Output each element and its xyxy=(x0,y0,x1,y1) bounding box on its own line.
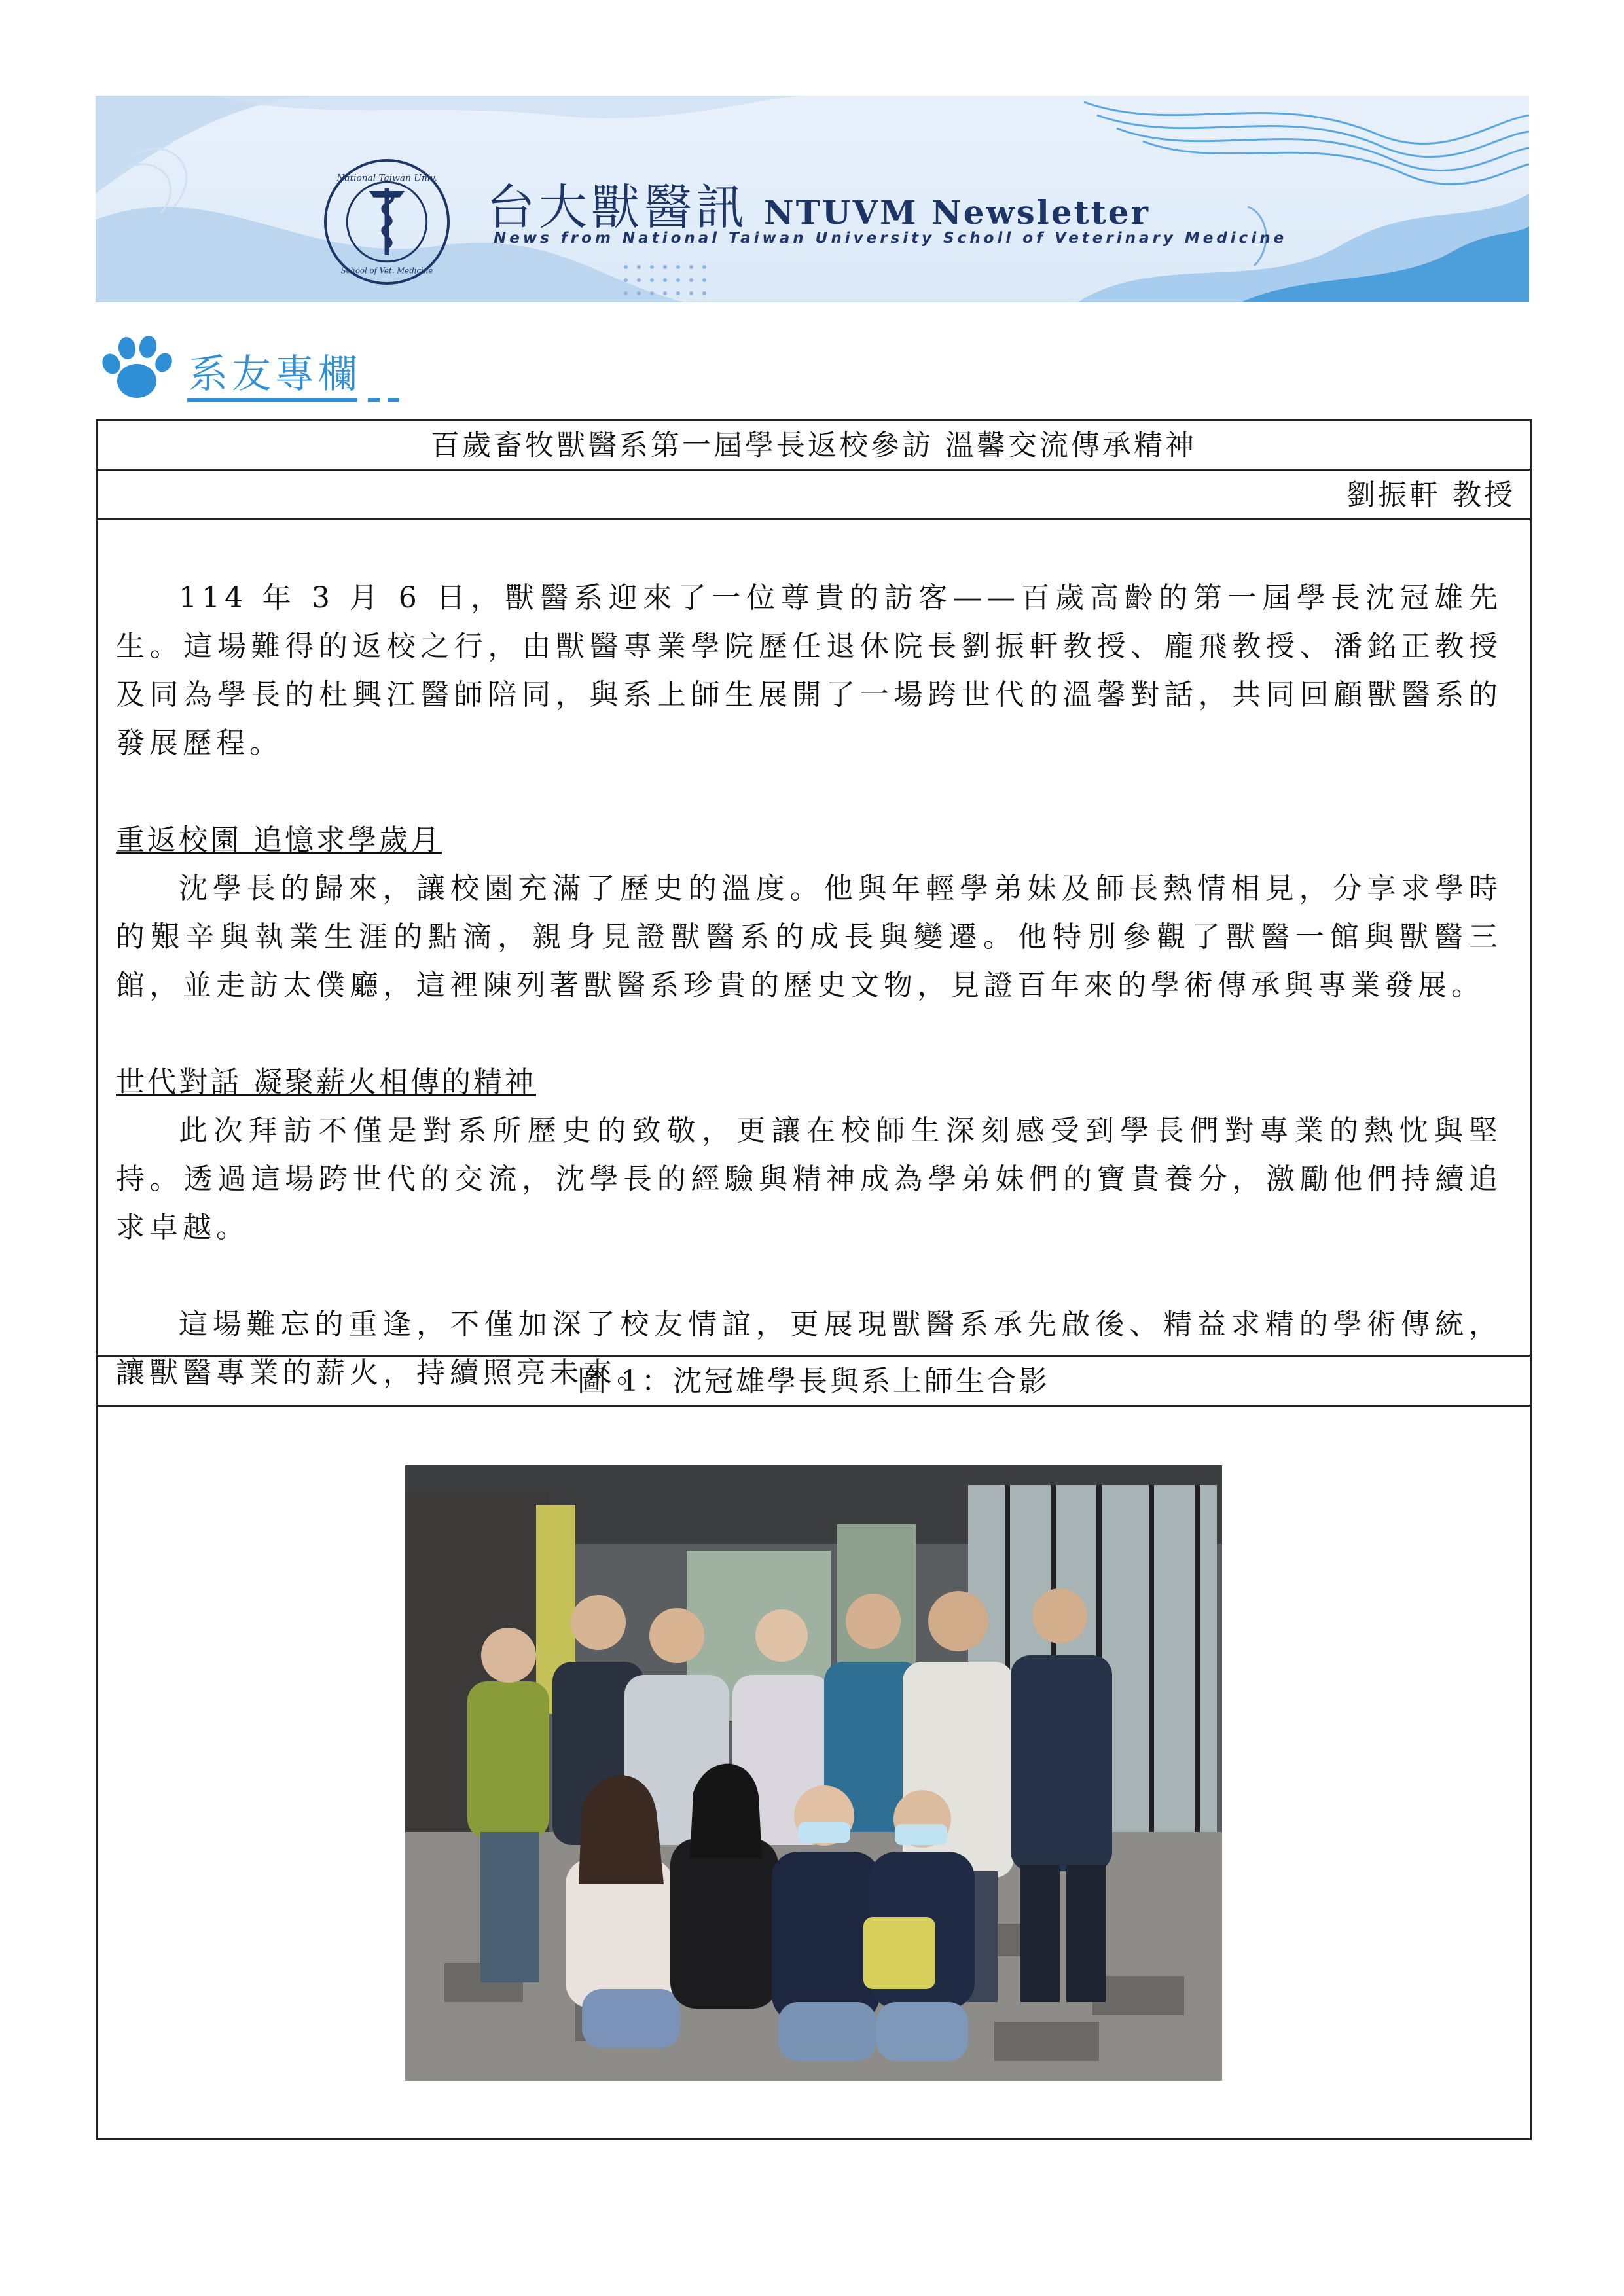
svg-text:National Taiwan Univ.: National Taiwan Univ. xyxy=(336,173,437,184)
closing-paragraph: 這場難忘的重逢，不僅加深了校友情誼，更展現獸醫系承先啟後、精益求精的學術傳統，讓獸醫專業的薪火，持續照亮未來。 xyxy=(116,1308,1502,1390)
section-title: 系友專欄 xyxy=(189,351,361,397)
article-title: 百歲畜牧獸醫系第一屆學長返校參訪 溫馨交流傳承精神 xyxy=(98,421,1530,471)
article-table xyxy=(96,419,1532,2140)
photo-cell xyxy=(98,1407,1530,2138)
group-photo xyxy=(405,1465,1222,2081)
figure-caption: 圖 1：沈冠雄學長與系上師生合影 xyxy=(98,1357,1530,1407)
newsletter-subtitle: News from National Taiwan University Scholl of Veterinary Medicine xyxy=(494,230,1288,247)
paragraph-2: 此次拜訪不僅是對系所歷史的致敬，更讓在校師生深刻感受到學長們對專業的熱忱與堅持。透過這場跨世代的交流，沈學長的經驗與精神成為學弟妹們的寶貴養分，激勵他們持續追求卓越。 xyxy=(116,1114,1502,1244)
paragraph-1: 沈學長的歸來，讓校園充滿了歷史的溫度。他與年輕學弟妹及師長熱情相見，分享求學時的艱辛與執業生涯的點滴，親身見證獸醫系的成長與變遷。他特別參觀了獸醫一館與獸醫三館，並走訪太僕廳，這裡陳列著獸醫系珍貴的歷史文物，見證百年來的學術傳承與專業發展。 xyxy=(116,872,1502,1002)
section-title-underline xyxy=(187,398,403,402)
group-photo-illustration xyxy=(405,1465,1222,2081)
newsletter-banner xyxy=(96,96,1529,302)
subheading-1: 重返校園 追憶求學歲月 xyxy=(116,823,442,857)
intro-paragraph: 114 年 3 月 6 日，獸醫系迎來了一位尊貴的訪客——百歲高齡的第一屆學長沈冠雄先生。這場難得的返校之行，由獸醫專業學院歷任退休院長劉振軒教授、龐飛教授、潘銘正教授及同為學長的杜興江醫師陪同，與系上師生展開了一場跨世代的溫馨對話，共同回顧獸醫系的發展歷程。 xyxy=(116,581,1502,760)
svg-text:School of Vet. Medicine: School of Vet. Medicine xyxy=(340,266,433,276)
paw-icon xyxy=(96,330,174,408)
subheading-2: 世代對話 凝聚薪火相傳的精神 xyxy=(116,1066,536,1099)
newsletter-title-zh: 台大獸醫訊 xyxy=(486,179,748,236)
newsletter-title xyxy=(486,169,1150,238)
article-author: 劉振軒 教授 xyxy=(98,471,1530,520)
university-seal-logo xyxy=(323,158,451,286)
section-heading xyxy=(96,330,423,408)
newsletter-title-en: NTUVM Newsletter xyxy=(764,193,1150,232)
